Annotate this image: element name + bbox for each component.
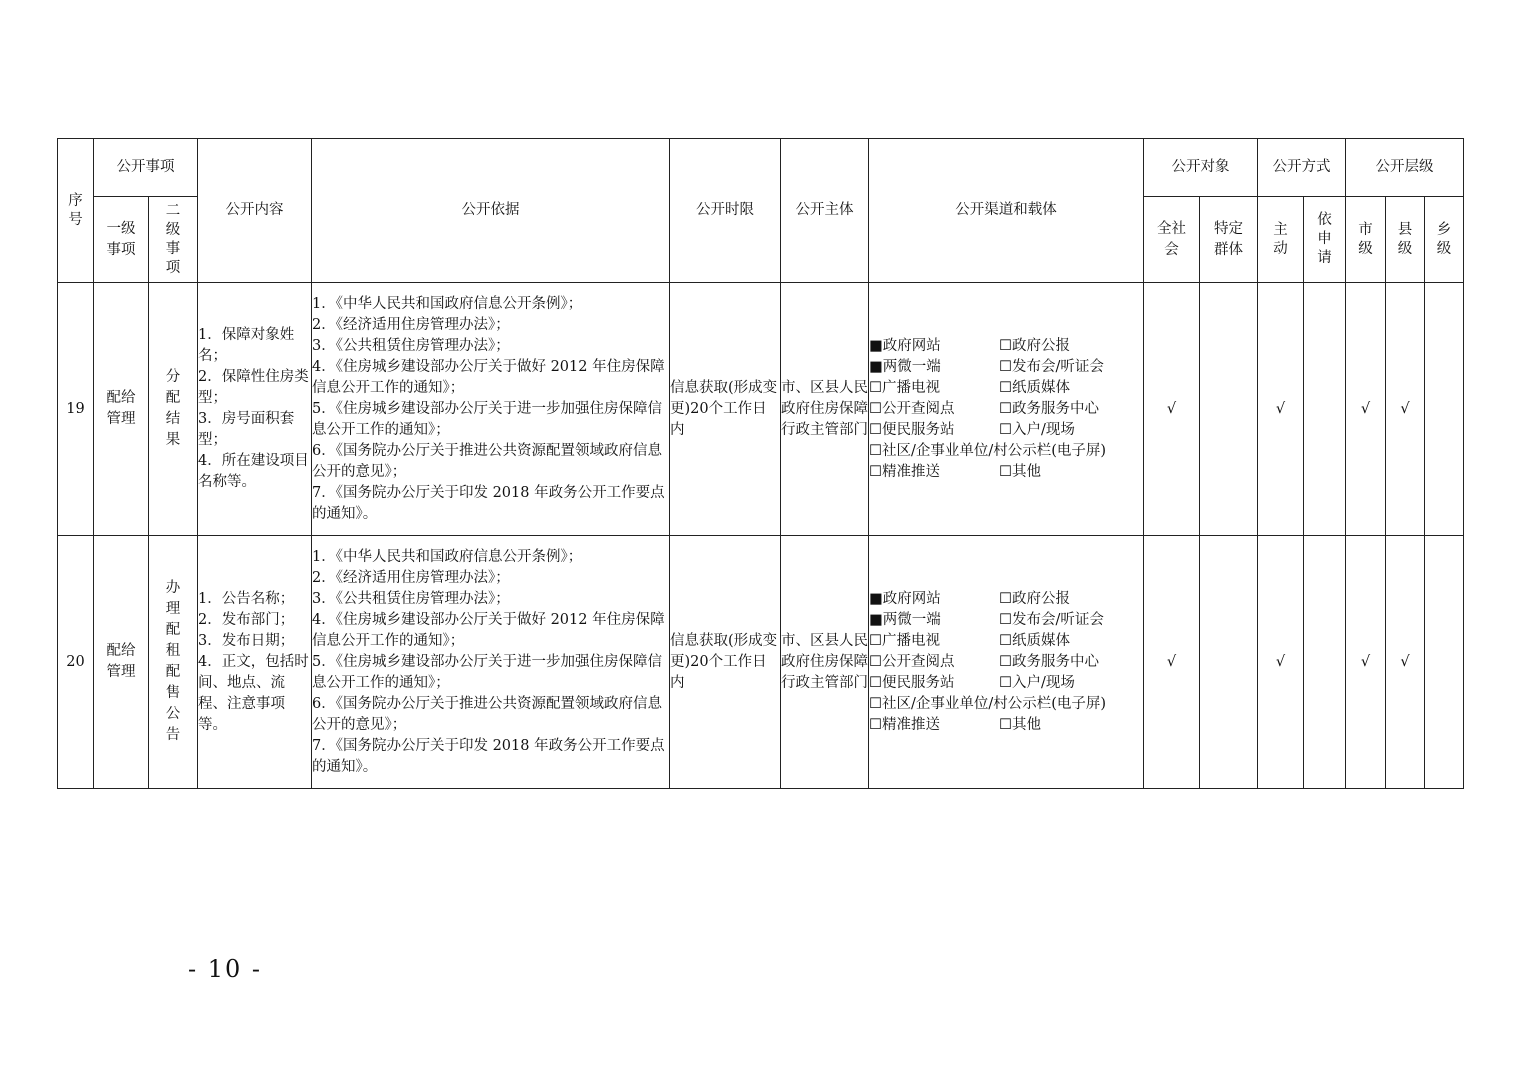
header-basis: 公开依据 [312,139,670,283]
row-audience-all: √ [1144,283,1200,536]
row-level-city: √ [1346,536,1386,789]
header-level-county: 县级 [1386,197,1425,283]
header-method-request: 依申请 [1304,197,1346,283]
table-row [58,283,1464,536]
header-channels: 公开渠道和载体 [869,139,1144,283]
channel-item: ☐公开查阅点 [869,653,955,670]
channel-item: ■政府网站 [869,337,941,354]
header-seq: 序号 [58,139,94,283]
channel-item: ☐便民服务站 [869,421,955,438]
header-level1: 一级事项 [94,197,149,283]
row-basis: 1．《中华人民共和国政府信息公开条例》； 2．《经济适用住房管理办法》； 3．《公共租赁住房管理办法》； 4．《住房城乡建设部办公厅关于做好 2012 年住房保障信息公开工作的通知》； 5．《住房城乡建设部办公厅关于进一步加强住房保障信息公开工作的通知》； 6．《国务院办公厅关于推进公共资源配置领域政府信息公开的意见》； 7．《国务院办公厅关于印发 2018 年政务公开工作要点的通知》。 [312,283,670,536]
row-method-request [1304,283,1346,536]
channel-item: ☐政府公报 [999,337,1070,354]
table-row [58,536,1464,789]
header-level-group: 公开层级 [1346,139,1464,197]
row-audience-specific [1200,283,1258,536]
row-level-town [1425,283,1464,536]
row-time-limit: 信息获取(形成变更)20个工作日内 [670,536,781,789]
row-level-city: √ [1346,283,1386,536]
row-seq: 20 [58,536,94,789]
row-audience-all: √ [1144,536,1200,789]
channel-item: ☐其他 [999,463,1041,480]
row-content: 1．公告名称； 2．发布部门； 3．发布日期； 4．正文，包括时间、地点、流程、注意事项等。 [198,536,312,789]
row-level-town [1425,536,1464,789]
channel-item: ☐入户/现场 [999,674,1075,691]
row-audience-specific [1200,536,1258,789]
channel-item: ☐纸质媒体 [999,632,1070,649]
header-audience-specific: 特定群体 [1200,197,1258,283]
row-level1: 配给管理 [94,283,149,536]
header-content: 公开内容 [198,139,312,283]
header-method-group: 公开方式 [1258,139,1346,197]
channel-item: ☐纸质媒体 [999,379,1070,396]
row-method-request [1304,536,1346,789]
channel-item: ☐政务服务中心 [999,653,1099,670]
channel-item: ☐精准推送 [869,463,940,480]
row-subject: 市、区县人民政府住房保障行政主管部门 [781,283,869,536]
row-channels [869,536,1144,789]
channel-item: ■两微一端 [869,611,941,628]
header-level-town: 乡级 [1425,197,1464,283]
row-method-active: √ [1258,536,1304,789]
channel-item: ☐发布会/听证会 [999,358,1104,375]
row-level1: 配给管理 [94,536,149,789]
header-level2: 二级事项 [149,197,198,283]
channel-item: ☐便民服务站 [869,674,955,691]
row-seq: 19 [58,283,94,536]
row-level2: 分配结果 [149,283,198,536]
channel-item: ■两微一端 [869,358,941,375]
channel-item: ☐政务服务中心 [999,400,1099,417]
channel-item: ☐政府公报 [999,590,1070,607]
channel-item: ☐广播电视 [869,632,940,649]
header-method-active: 主动 [1258,197,1304,283]
header-level-city: 市级 [1346,197,1386,283]
channel-item: ☐入户/现场 [999,421,1075,438]
row-time-limit: 信息获取(形成变更)20个工作日内 [670,283,781,536]
header-subject: 公开主体 [781,139,869,283]
row-channels [869,283,1144,536]
channel-item: ☐公开查阅点 [869,400,955,417]
header-row-1 [58,139,1464,197]
row-subject: 市、区县人民政府住房保障行政主管部门 [781,536,869,789]
row-content: 1．保障对象姓名； 2．保障性住房类型； 3．房号面积套型； 4．所在建设项目名称等。 [198,283,312,536]
row-method-active: √ [1258,283,1304,536]
page-number: - 10 - [188,955,263,983]
channel-item: ☐社区/企事业单位/村公示栏(电子屏) [869,442,1107,459]
channel-item: ☐广播电视 [869,379,940,396]
header-audience-all: 全社会 [1144,197,1200,283]
row-level-county: √ [1386,283,1425,536]
channel-item: ☐发布会/听证会 [999,611,1104,628]
header-audience-group: 公开对象 [1144,139,1258,197]
header-item-group: 公开事项 [94,139,198,197]
channel-item: ☐精准推送 [869,716,940,733]
row-basis: 1．《中华人民共和国政府信息公开条例》； 2．《经济适用住房管理办法》； 3．《公共租赁住房管理办法》； 4．《住房城乡建设部办公厅关于做好 2012 年住房保障信息公开工作的通知》； 5．《住房城乡建设部办公厅关于进一步加强住房保障信息公开工作的通知》； 6．《国务院办公厅关于推进公共资源配置领域政府信息公开的意见》； 7．《国务院办公厅关于印发 2018 年政务公开工作要点的通知》。 [312,536,670,789]
channel-item: ■政府网站 [869,590,941,607]
header-time-limit: 公开时限 [670,139,781,283]
channel-item: ☐其他 [999,716,1041,733]
disclosure-table [57,138,1464,789]
channel-item: ☐社区/企事业单位/村公示栏(电子屏) [869,695,1107,712]
row-level-county: √ [1386,536,1425,789]
row-level2: 办理配租配售公告 [149,536,198,789]
